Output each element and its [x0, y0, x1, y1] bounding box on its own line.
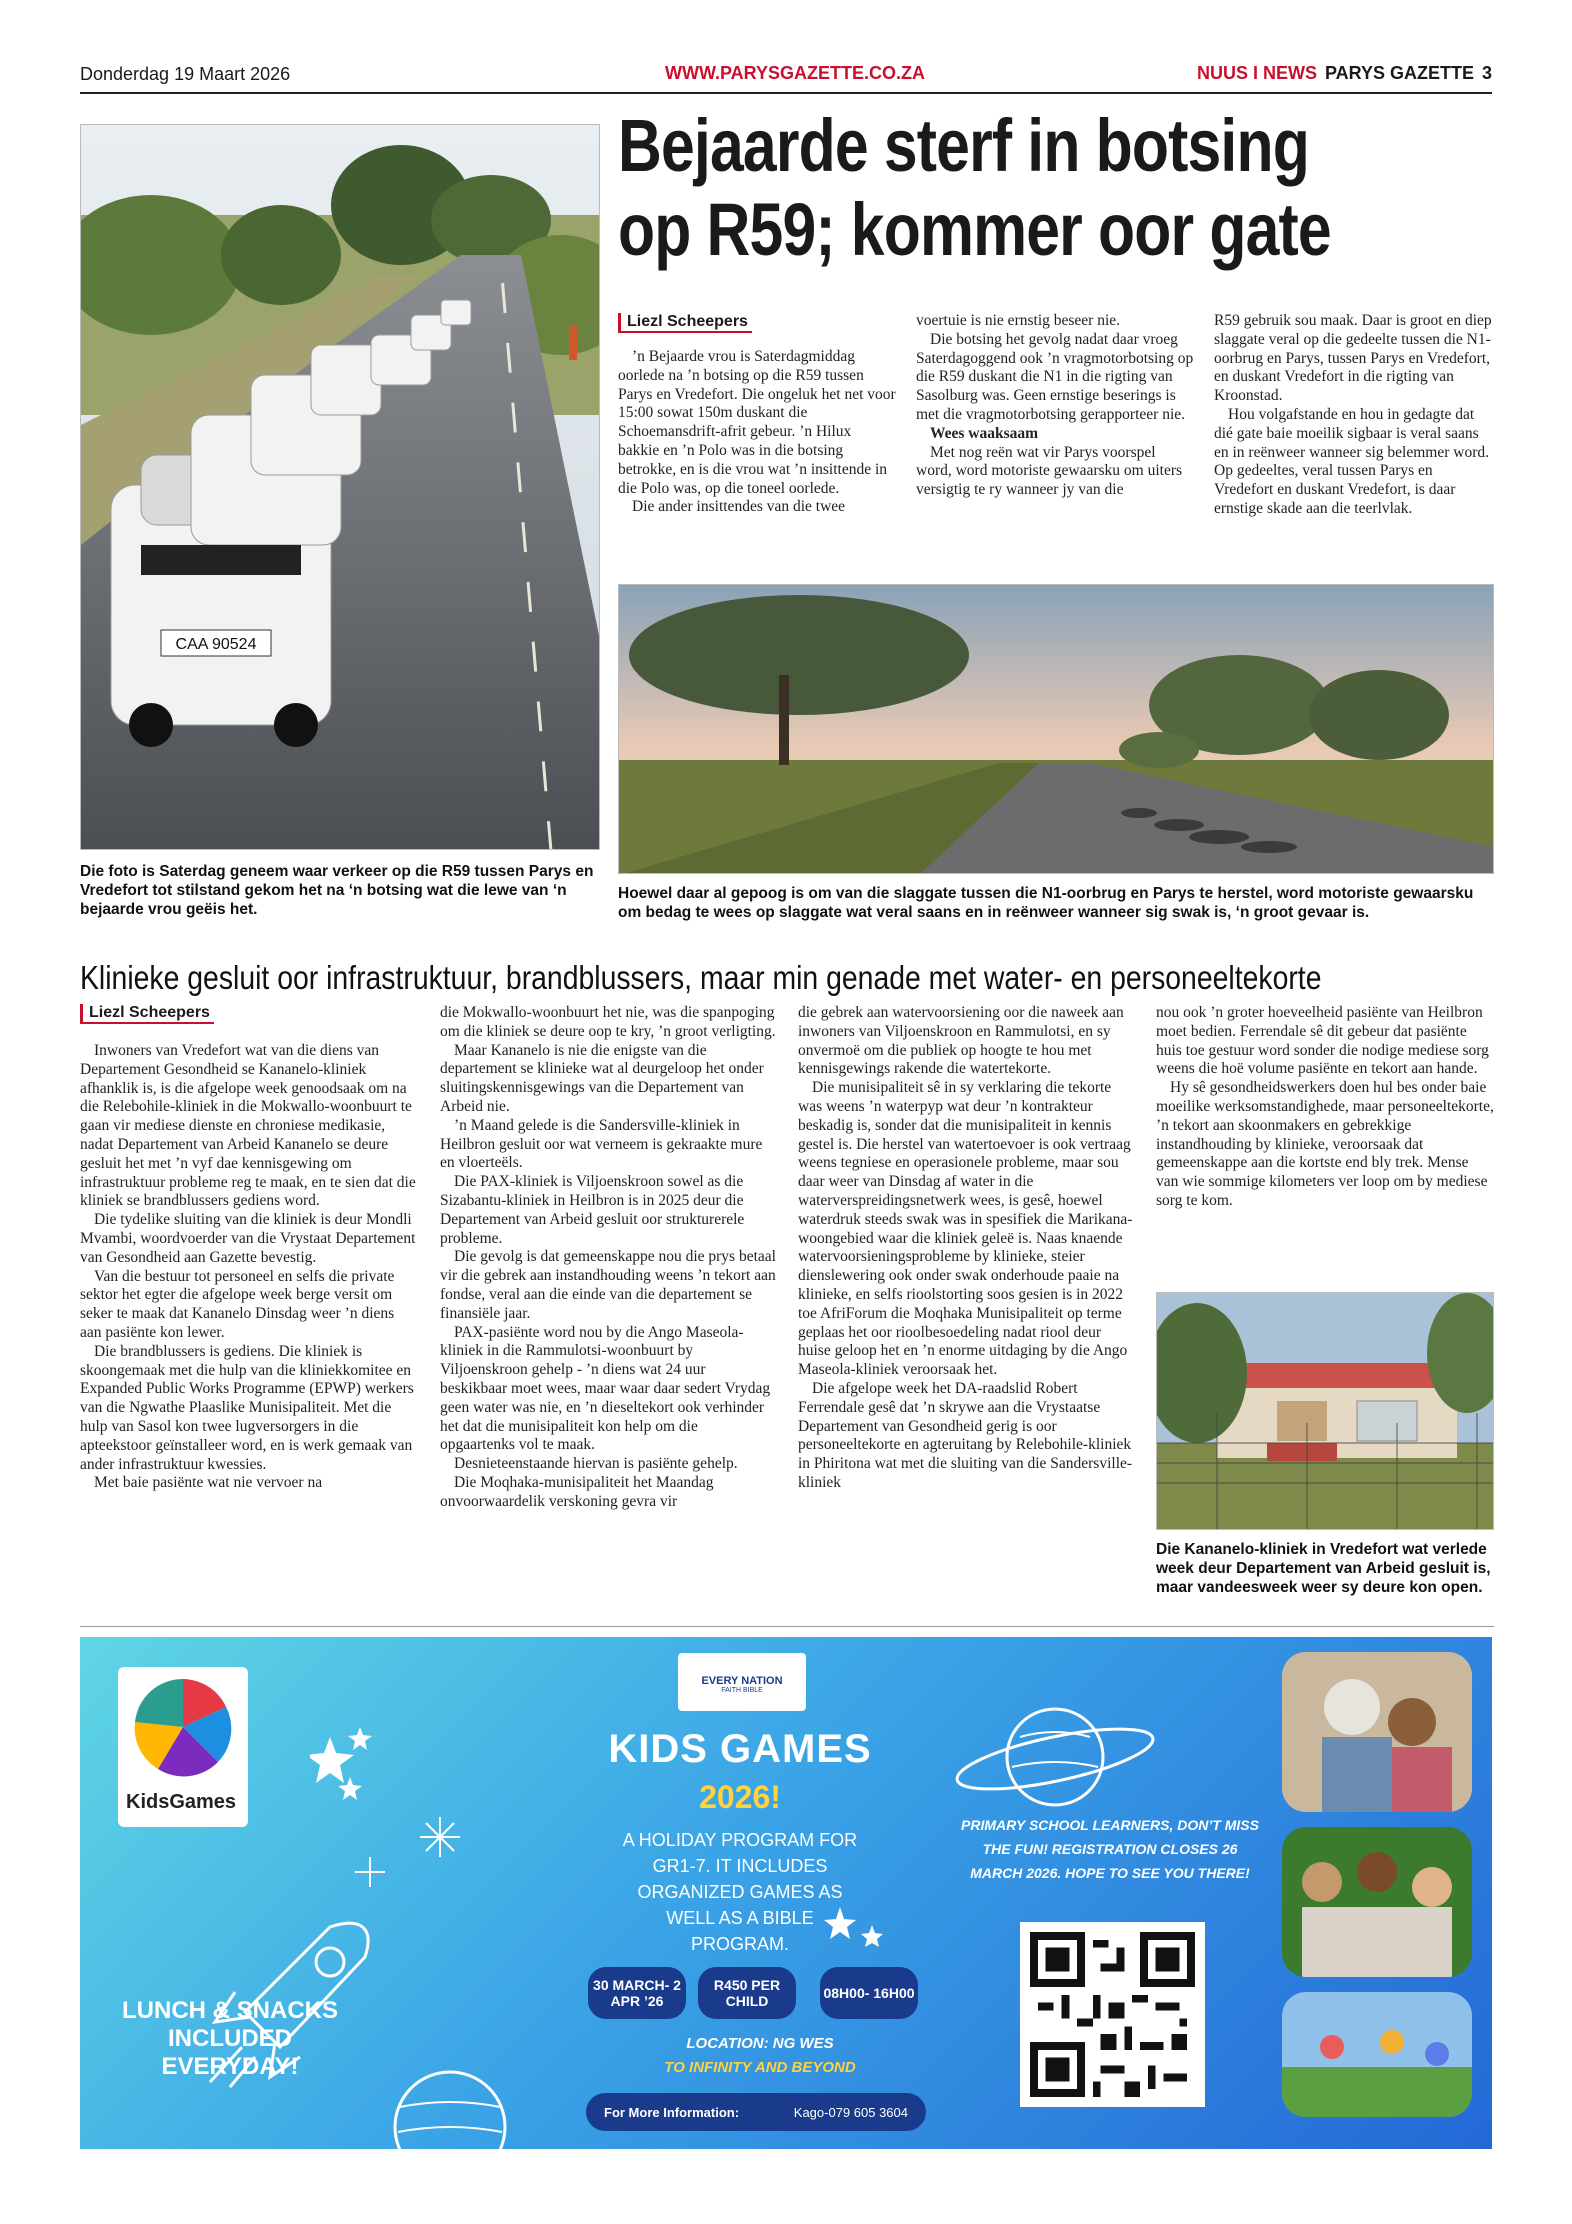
story2-paragraph: ’n Maand gelede is die Sandersville-kliniek in Heilbron gesluit oor wat verneem is gekraakte mure en vloerteëls. — [440, 1116, 763, 1172]
story1-byline — [618, 313, 752, 333]
kidsgames-ball-icon — [118, 1667, 248, 1787]
website-link[interactable]: WWW.PARYSGAZETTE.CO.ZA — [665, 63, 925, 83]
kids-photo-2 — [1282, 1827, 1472, 1977]
dates-pill: 30 MARCH- 2 APR ’26 — [588, 1967, 686, 2019]
story2-paragraph: PAX-pasiënte word nou by die Ango Maseola-kliniek in die Rammulotsi-woonbuurt by Viljoenskroon gehelp - ’n diens wat 24 uur beskikbaar moet wees, maar waar daar sedert Vrydag geen water was nie, en ’n dieseltekort ook verhinder het dat die munisipaliteit kon help om die opgaartenks vol te maak. — [440, 1323, 771, 1454]
traffic-photo-caption: Die foto is Saterdag geneem waar verkeer op die R59 tussen Parys en Vredefort tot stilstand gekom het na ‘n botsing wat die lewe van ‘n bejaarde vrou geëis het. — [80, 863, 594, 918]
story1-column-2 — [916, 312, 1194, 500]
story2-paragraph: nou ook ’n groter hoeveelheid pasiënte van Heilbron moet bedien. Ferrendale sê dit gebeur dat pasiënte huis toe gestuur word sonder die nodige mediese sorg weens die hoë volume pasiënte en tekort aan hande. — [1156, 1004, 1489, 1078]
story2-paragraph: Hy sê gesondheidswerkers doen hul bes onder baie moeilike werksomstandighede, maar personeeltekorte, ’n tekort aan skoonmakers en gebrekkige instandhouding by klinieke, veroorsaak dat gemeenskappe aan die kortste end bly trek. Mense van wie sommige kilometers ver loop om by mediese sorg te kom. — [1156, 1079, 1494, 1209]
story1-headline — [618, 104, 1340, 272]
lunch-text: LUNCH & SNACKS INCLUDED EVERYDAY! — [122, 1997, 338, 2080]
church-sub: FAITH BIBLE — [721, 1687, 763, 1694]
kidsgames-logo-text: KidsGames — [126, 1791, 237, 1813]
story2-paragraph: Die brandblussers is gediens. Die kliniek is skoongemaak met die hulp van die kliniekkomitee en Expanded Public Works Programme (EPWP) werkers van die Ngwathe Plaaslike Munisipaliteit. Met die hulp van Sasol kon twee lugversorgers in die apteekstoor geïnstalleer word, en is werk gemaak van ander infrastruktuur kwessies. — [80, 1342, 414, 1473]
info-contact[interactable]: Kago-079 605 3604 — [793, 2104, 908, 2120]
info-bar — [586, 2093, 926, 2131]
planet-icon — [380, 2057, 520, 2149]
qr-code[interactable] — [1020, 1922, 1205, 2107]
paper-name: PARYS GAZETTE — [1324, 63, 1474, 83]
every-nation-logo — [678, 1653, 806, 1711]
story1-byline-text: Liezl Scheepers — [618, 313, 752, 333]
price-pill: R450 PER CHILD — [698, 1967, 796, 2019]
story1-paragraph: voertuie is nie ernstig beseer nie. — [916, 312, 1121, 329]
road-photo — [618, 584, 1494, 874]
stars-icon — [310, 1697, 510, 1897]
ad-description: A HOLIDAY PROGRAM FOR GR1-7. IT INCLUDES ORGANIZED GAMES AS WELL AS A BIBLE PROGRAM. — [622, 1830, 858, 1954]
story1-paragraph: R59 gebruik sou maak. Daar is groot en diep slaggate veral op die gedeelte tussen die N1-oorbrug en Parys, tussen Parys en Vredefort, en duskant Vredefort in die rigting van Kroonstad. — [1214, 312, 1492, 405]
story2-paragraph: Die munisipaliteit sê in sy verklaring die tekorte was weens ’n waterpyp wat deur ’n kontrakteur beskadig is, sonder dat die munisipaliteit in kennis gestel is. Die herstel van watertoevoer is ook vertraag weens tegniese en operasionele probleme, maar sou daar weer van Dinsdag af water in die waterverspreidingsnetwerk wees, is gesê, hoewel waterdruk steeds swak was in spesifiek die Marikana-woongebied waar die kliniek geleë is. Naas knaende watervoorsieningsprobleme by klinieke, steier dienslewering ook onder swak onderhoude paaie na klinieke, en selfs rioolstorting soos gesien is in 2022 toe AfriForum die Moqhaka Munisipaliteit op terme geplaas het oor rioolbesoedeling nadat riool deur huise geloop het en ’n enorme uitdaging by die Ango Maseola-kliniek veroorsaak het. — [798, 1079, 1133, 1379]
clinic-photo-caption: Die Kananelo-kliniek in Vredefort wat verlede week deur Departement van Arbeid gesluit is, maar vandeesweek weer sy deure kon open. — [1156, 1541, 1491, 1596]
story2-paragraph: Maar Kananelo is nie die enigste van die departement se klinieke wat al deurgeloop het onder sluitingskennisgewings van die Departement van Arbeid nie. — [440, 1041, 764, 1115]
ad-year: 2026! — [699, 1779, 781, 1815]
number-plate: CAA 90524 — [175, 636, 257, 653]
story1-paragraph: Die botsing het gevolg nadat daar vroeg Saterdagoggend ook ’n vragmotorbotsing op die R59 duskant die N1 in die rigting van Sasolburg was. Geen ernstige beserings is met die vragmotorbotsing gerapporteer nie. — [916, 330, 1194, 423]
section-divider — [80, 1626, 1494, 1627]
road-photo-caption: Hoewel daar al gepoog is om van die slaggate tussen die N1-oorbrug en Parys te herstel, word motoriste gewaarsku om bedag te wees op slaggate wat veral saans en in reënweer wanneer sig swak is, ‘n groot gevaar is. — [618, 885, 1474, 921]
page-masthead — [1197, 63, 1492, 84]
small-stars-icon — [820, 1897, 900, 1957]
story2-paragraph: Die Moqhaka-munisipaliteit het Maandag onvoorwaardelik verskoning gevra vir — [440, 1473, 714, 1510]
story1-paragraph: Hou volgafstande en hou in gedagte dat dié gate baie moeilik sigbaar is veral saans en in reënweer wanneer sig belemmer word. Op gedeeltes, veral tussen Parys en Vredefort en duskant Vredefort, is daar ernstige skade aan die teerlvlak. — [1214, 405, 1490, 517]
kids-games-advert — [80, 1637, 1492, 2149]
kidsgames-logo — [118, 1667, 248, 1827]
ad-tagline: TO INFINITY AND BEYOND — [664, 2059, 856, 2076]
kids-photo-2-image — [1282, 1827, 1472, 1977]
story2-column-3 — [798, 1004, 1134, 1493]
story1-paragraph: Met nog reën wat vir Parys voorspel word, word motoriste gewaarsku om uiters versigtig te ry wanneer jy van die — [916, 443, 1183, 499]
qr-code-icon — [1030, 1932, 1195, 2097]
section-label: NUUS I NEWS — [1196, 63, 1317, 83]
story2-headline: Klinieke gesluit oor infrastruktuur, brandblussers, maar min genade met water- en personeeltekorte — [80, 959, 1322, 996]
road-photo-image — [619, 585, 1494, 874]
story2-paragraph: die Mokwallo-woonbuurt het nie, was die spanpoging om die kliniek se deure oop te kry, ’n groot verligting. — [440, 1004, 776, 1040]
story1-column-3 — [1214, 312, 1494, 519]
kids-photo-3 — [1282, 1992, 1472, 2117]
story2-paragraph: Met baie pasiënte wat nie vervoer na — [94, 1474, 323, 1492]
church-name: EVERY NATION — [701, 1675, 783, 1687]
story2-paragraph: die gebrek aan watervoorsiening oor die naweek aan inwoners van Viljoenskroon en Rammulotsi, en sy onvermoë om die publiek op hoogte te hou met kennisgewings rakende die watertekorte. — [798, 1004, 1124, 1078]
story1-column-1 — [618, 348, 896, 517]
info-label: For More Information: — [604, 2104, 740, 2120]
story1-paragraph: Die ander insittendes van die twee — [632, 498, 846, 516]
header-rule — [80, 92, 1492, 94]
clinic-photo — [1156, 1292, 1494, 1530]
story1-headline-line1: Bejaarde sterf in botsing — [618, 104, 1309, 187]
story2-paragraph: Die gevolg is dat gemeenskappe nou die prys betaal vir die gebrek aan instandhouding weens ’n tekort aan fondse, veral aan die einde van die departement se finansiële jaar. — [440, 1248, 776, 1322]
traffic-photo-image — [81, 125, 600, 850]
story2-paragraph: Inwoners van Vredefort wat van die diens van Departement Gesondheid se Kananelo-kliniek afhanklik is, is die afgelope week genoodsaak om na die Relebohile-kliniek in die Mokwallo-woonbuurt te gaan vir mediese dienste en chroniese medikasie, nadat Departement van Arbeid Kananelo se deure gesluit het met ’n vyf dae kennisgewing om infrastruktuur probleme reg te maak, en te sien dat die kliniek se brandblussers gediens word. — [80, 1042, 416, 1210]
story2-paragraph: Desnieteenstaande hiervan is pasiënte gehelp. — [454, 1455, 738, 1473]
time-pill: 08H00- 16H00 — [820, 1967, 918, 2019]
story1-headline-line2: op R59; kommer oor gate — [618, 188, 1331, 271]
story1-paragraph: ’n Bejaarde vrou is Saterdagmiddag oorlede na ’n botsing op die R59 tussen Parys en Vredefort. Die ongeluk het net voor 15:00 sowat 150m duskant die Schoemansdrift-afrit gebeur. ’n Hilux bakkie en ’n Polo was in die botsing betrokke, en is die vrou wat ’n insittende in die Polo was, op die toneel oorlede. — [618, 348, 896, 497]
kids-photo-3-image — [1282, 1992, 1472, 2117]
story2-byline — [80, 1004, 214, 1024]
ad-location: LOCATION: NG WES — [686, 2035, 834, 2052]
story2-paragraph: Die PAX-kliniek is Viljoenskroon sowel as die Sizabantu-kliniek in Heilbron is in 2025 deur die Departement van Arbeid gesluit oor strukturerele probleme. — [440, 1173, 745, 1247]
traffic-photo — [80, 124, 600, 850]
story2-column-2 — [440, 1004, 776, 1512]
story2-paragraph: Van die bestuur tot personeel en selfs die private sektor het egter die afgelope week berge versit om seker te maak dat Kananelo Dinsdag weer ’n diens aan pasiënte kon lewer. — [80, 1267, 395, 1341]
promo-text: PRIMARY SCHOOL LEARNERS, DON’T MISS THE FUN! REGISTRATION CLOSES 26 MARCH 2026. HOPE TO SEE YOU THERE! — [961, 1817, 1259, 1881]
story2-column-1 — [80, 1042, 416, 1493]
story2-column-4 — [1156, 1004, 1494, 1211]
story2-byline-text: Liezl Scheepers — [80, 1004, 214, 1024]
kids-photo-1-image — [1282, 1652, 1472, 1812]
issue-date: Donderdag 19 Maart 2026 — [80, 64, 291, 84]
ad-title: KIDS GAMES — [608, 1727, 872, 1771]
page-number: 3 — [1481, 63, 1492, 83]
clinic-photo-image — [1157, 1293, 1494, 1530]
story2-paragraph: Die afgelope week het DA-raadslid Robert Ferrendale gesê dat ’n skrywe aan die Vrystaatse Departement van Gesondheid gerig is oor personeeltekorte en agteruitang by Relebohile-kliniek in Phiritona wat met die sluiting van die Sandersville-kliniek — [798, 1379, 1133, 1491]
story2-paragraph: Die tydelike sluiting van die kliniek is deur Mondli Mvambi, woordvoerder van die Vrystaat Departement van Gesondheid aan Gazette bevestig. — [80, 1211, 416, 1266]
kids-photo-1 — [1282, 1652, 1472, 1812]
story1-subhead: Wees waaksaam — [930, 424, 1039, 442]
